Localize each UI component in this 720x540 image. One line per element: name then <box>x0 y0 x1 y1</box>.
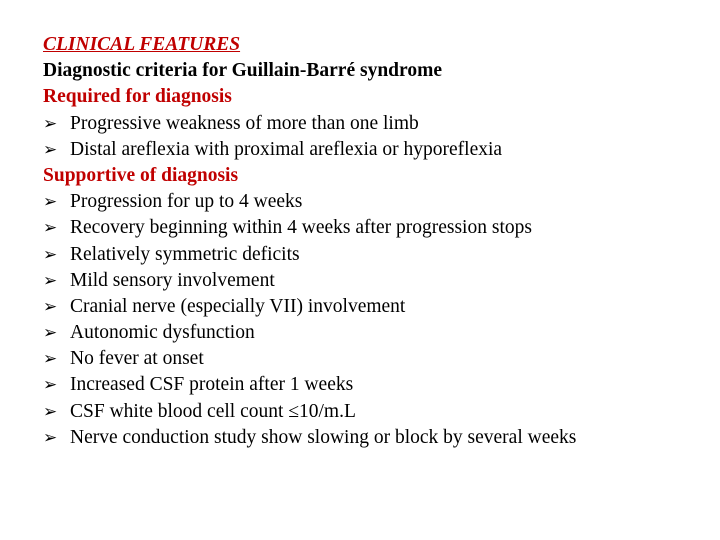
required-item-text: Distal areflexia with proximal areflexia or hyporeflexia <box>70 138 503 160</box>
supportive-item <box>43 189 715 215</box>
supportive-item <box>43 320 715 346</box>
supportive-item-text: Mild sensory involvement <box>70 269 275 291</box>
arrow-bullet-icon: ➢ <box>43 192 58 213</box>
supportive-item <box>43 215 715 241</box>
supportive-item <box>43 242 715 268</box>
supportive-item <box>43 294 715 320</box>
supportive-item-text: Cranial nerve (especially VII) involvement <box>70 295 406 317</box>
required-item <box>43 137 715 163</box>
arrow-bullet-icon: ➢ <box>43 113 58 134</box>
supportive-item <box>43 268 715 294</box>
arrow-bullet-icon: ➢ <box>43 427 58 448</box>
required-label: Required for diagnosis <box>43 86 232 108</box>
supportive-item-text: Increased CSF protein after 1 weeks <box>70 374 354 396</box>
supportive-label: Supportive of diagnosis <box>43 164 239 186</box>
supportive-item-text: Progression for up to 4 weeks <box>70 191 303 213</box>
criteria-title: Diagnostic criteria for Guillain-Barré syndrome <box>43 60 442 82</box>
supportive-item-text: Relatively symmetric deficits <box>70 243 300 265</box>
required-item-text: Progressive weakness of more than one limb <box>70 112 419 134</box>
arrow-bullet-icon: ➢ <box>43 270 58 291</box>
arrow-bullet-icon: ➢ <box>43 296 58 317</box>
supportive-item <box>43 372 715 398</box>
slide-content <box>43 32 715 451</box>
section-heading: CLINICAL FEATURES <box>43 34 241 55</box>
arrow-bullet-icon: ➢ <box>43 139 58 160</box>
supportive-item <box>43 346 715 372</box>
supportive-item-text: Autonomic dysfunction <box>70 322 255 344</box>
supportive-item <box>43 399 715 425</box>
arrow-bullet-icon: ➢ <box>43 323 58 344</box>
supportive-item-text: Nerve conduction study show slowing or block by several weeks <box>70 426 577 448</box>
supportive-item <box>43 425 715 451</box>
supportive-item-text: CSF white blood cell count ≤10/m.L <box>70 400 356 422</box>
arrow-bullet-icon: ➢ <box>43 349 58 370</box>
arrow-bullet-icon: ➢ <box>43 375 58 396</box>
arrow-bullet-icon: ➢ <box>43 244 58 265</box>
arrow-bullet-icon: ➢ <box>43 401 58 422</box>
arrow-bullet-icon: ➢ <box>43 218 58 239</box>
supportive-item-text: No fever at onset <box>70 348 204 370</box>
supportive-item-text: Recovery beginning within 4 weeks after progression stops <box>70 217 532 239</box>
required-item <box>43 111 715 137</box>
